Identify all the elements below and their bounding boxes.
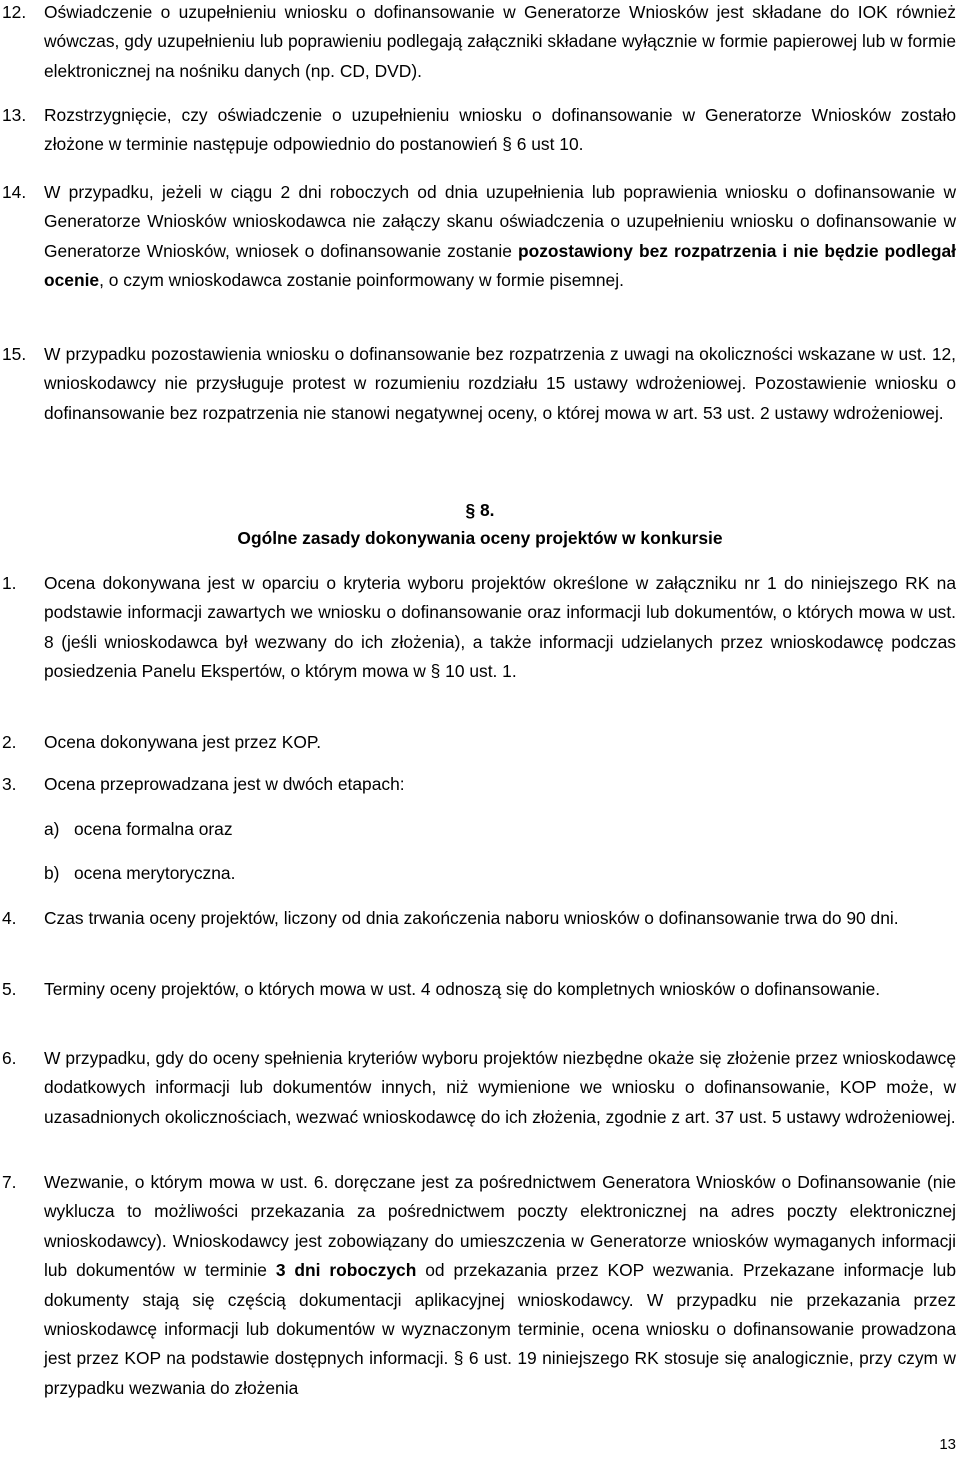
page-number: 13	[939, 1436, 956, 1453]
item-text: Ocena przeprowadzana jest w dwóch etapach:	[44, 774, 405, 794]
paragraph-14	[2, 178, 956, 296]
item-number: 4.	[2, 908, 17, 928]
item-text	[44, 1168, 956, 1403]
section-item-2	[2, 728, 956, 757]
paragraph-number: 14.	[2, 182, 27, 202]
stage-text: ocena formalna oraz	[74, 819, 233, 839]
section-title: Ogólne zasady dokonywania oceny projektów w konkursie	[237, 528, 723, 548]
paragraph-12	[2, 0, 956, 86]
paragraph-text: W przypadku pozostawienia wniosku o dofinansowanie bez rozpatrzenia z uwagi na okoliczności wskazane w ust. 12, wnioskodawcy nie przysługuje protest w rozumieniu rozdziału 15 ustawy wdrożeniowej. Pozostawienie wniosku o dofinansowanie bez rozpatrzenia nie stanowi negatywnej oceny, o której mowa w art. 53 ust. 2 ustawy wdrożeniowej.	[44, 344, 956, 423]
item-number: 2.	[2, 732, 17, 752]
paragraph-text	[44, 178, 956, 296]
bold-text: pozostawiony bez rozpatrzenia i nie będzie podlegał ocenie	[44, 240, 956, 291]
section-number: § 8.	[465, 500, 495, 520]
section-item-7	[2, 1168, 956, 1403]
paragraph-text: Rozstrzygnięcie, czy oświadczenie o uzupełnieniu wniosku o dofinansowanie w Generatorze Wniosków zostało złożone w terminie następuje odpowiednio do postanowień § 6 ust 10.	[44, 105, 956, 155]
item-number: 6.	[2, 1048, 17, 1068]
paragraph-13	[2, 101, 956, 160]
item-text: Ocena dokonywana jest przez KOP.	[44, 732, 322, 752]
text-part: W przypadku, jeżeli w ciągu 2 dni roboczych od dnia uzupełnienia lub poprawienia wniosku o dofinansowanie w Generatorze Wniosków wnioskodawca nie załączy skanu oświadczenia o uzupełnieniu wniosku o dofinansowanie w Generatorze Wniosków, wniosek o dofinansowanie zostanie	[44, 182, 956, 261]
item-number: 5.	[2, 979, 17, 999]
item-text: W przypadku, gdy do oceny spełnienia kryteriów wyboru projektów niezbędne okaże się złożenie przez wnioskodawcę dodatkowych informacji lub dokumentów innych, niż wymienione we wniosku o dofinansowanie, KOP może, w uzasadnionych okolicznościach, wezwać wnioskodawcę do ich złożenia, zgodnie z art. 37 ust. 5 ustawy wdrożeniowej.	[44, 1048, 956, 1127]
item-number: 3.	[2, 774, 17, 794]
text-part: , o czym wnioskodawca zostanie poinformowany w formie pisemnej.	[99, 270, 624, 291]
stage-letter: a)	[44, 819, 60, 839]
stage-text: ocena merytoryczna.	[74, 863, 236, 883]
paragraph-number: 12.	[2, 2, 27, 22]
item-text: Ocena dokonywana jest w oparciu o kryteria wyboru projektów określone w załączniku nr 1 do niniejszego RK na podstawie informacji zawartych we wniosku o dofinansowanie oraz informacji lub dokumentów, o których mowa w ust. 8 (jeśli wnioskodawca był wezwany do ich złożenia), a także informacji udzielanych przez wnioskodawcę podczas posiedzenia Panelu Ekspertów, o którym mowa w § 10 ust. 1.	[44, 573, 956, 682]
bold-text: 3 dni roboczych	[275, 1260, 417, 1281]
paragraph-number: 13.	[2, 105, 27, 125]
text-part: od przekazania przez KOP wezwania. Przekazane informacje lub dokumenty stają się częścią dokumentacji aplikacyjnej wnioskodawcy. W przypadku nie przekazania przez wnioskodawcę informacji lub dokumentów w wyznaczonym terminie, ocena wniosku o dofinansowanie prowadzona jest przez KOP na podstawie dostępnych informacji. § 6 ust. 19 niniejszego RK stosuje się analogicznie, przy czym w przypadku wezwania do złożenia	[44, 1260, 956, 1398]
item-text: Czas trwania oceny projektów, liczony od dnia zakończenia naboru wniosków o dofinansowanie trwa do 90 dni.	[44, 908, 899, 928]
section-item-5	[2, 975, 956, 1004]
stage-letter: b)	[44, 863, 60, 883]
section-item-1	[2, 569, 956, 687]
paragraph-15	[2, 340, 956, 428]
section-item-6	[2, 1044, 956, 1132]
paragraph-number: 15.	[2, 344, 27, 364]
text-part: Wezwanie, o którym mowa w ust. 6. doręczane jest za pośrednictwem Generatora Wniosków o Dofinansowanie (nie wyklucza to możliwości przekazania za pośrednictwem poczty elektronicznej na adres poczty elektronicznej wnioskodawcy). Wnioskodawcy jest zobowiązany do umieszczenia w Generatorze wniosków wymaganych informacji lub dokumentów w terminie	[44, 1172, 956, 1281]
item-number: 1.	[2, 573, 17, 593]
section-item-3	[2, 770, 956, 799]
stage-b	[44, 859, 944, 888]
stage-a	[44, 815, 944, 844]
item-text: Terminy oceny projektów, o których mowa w ust. 4 odnoszą się do kompletnych wniosków o dofinansowanie.	[44, 979, 881, 999]
item-number: 7.	[2, 1172, 17, 1192]
section-item-4	[2, 904, 956, 933]
paragraph-text: Oświadczenie o uzupełnieniu wniosku o dofinansowanie w Generatorze Wniosków jest składane do IOK również wówczas, gdy uzupełnieniu lub poprawieniu podlegają załączniki składane wyłącznie w formie papierowej lub w formie elektronicznej na nośniku danych (np. CD, DVD).	[44, 2, 956, 81]
